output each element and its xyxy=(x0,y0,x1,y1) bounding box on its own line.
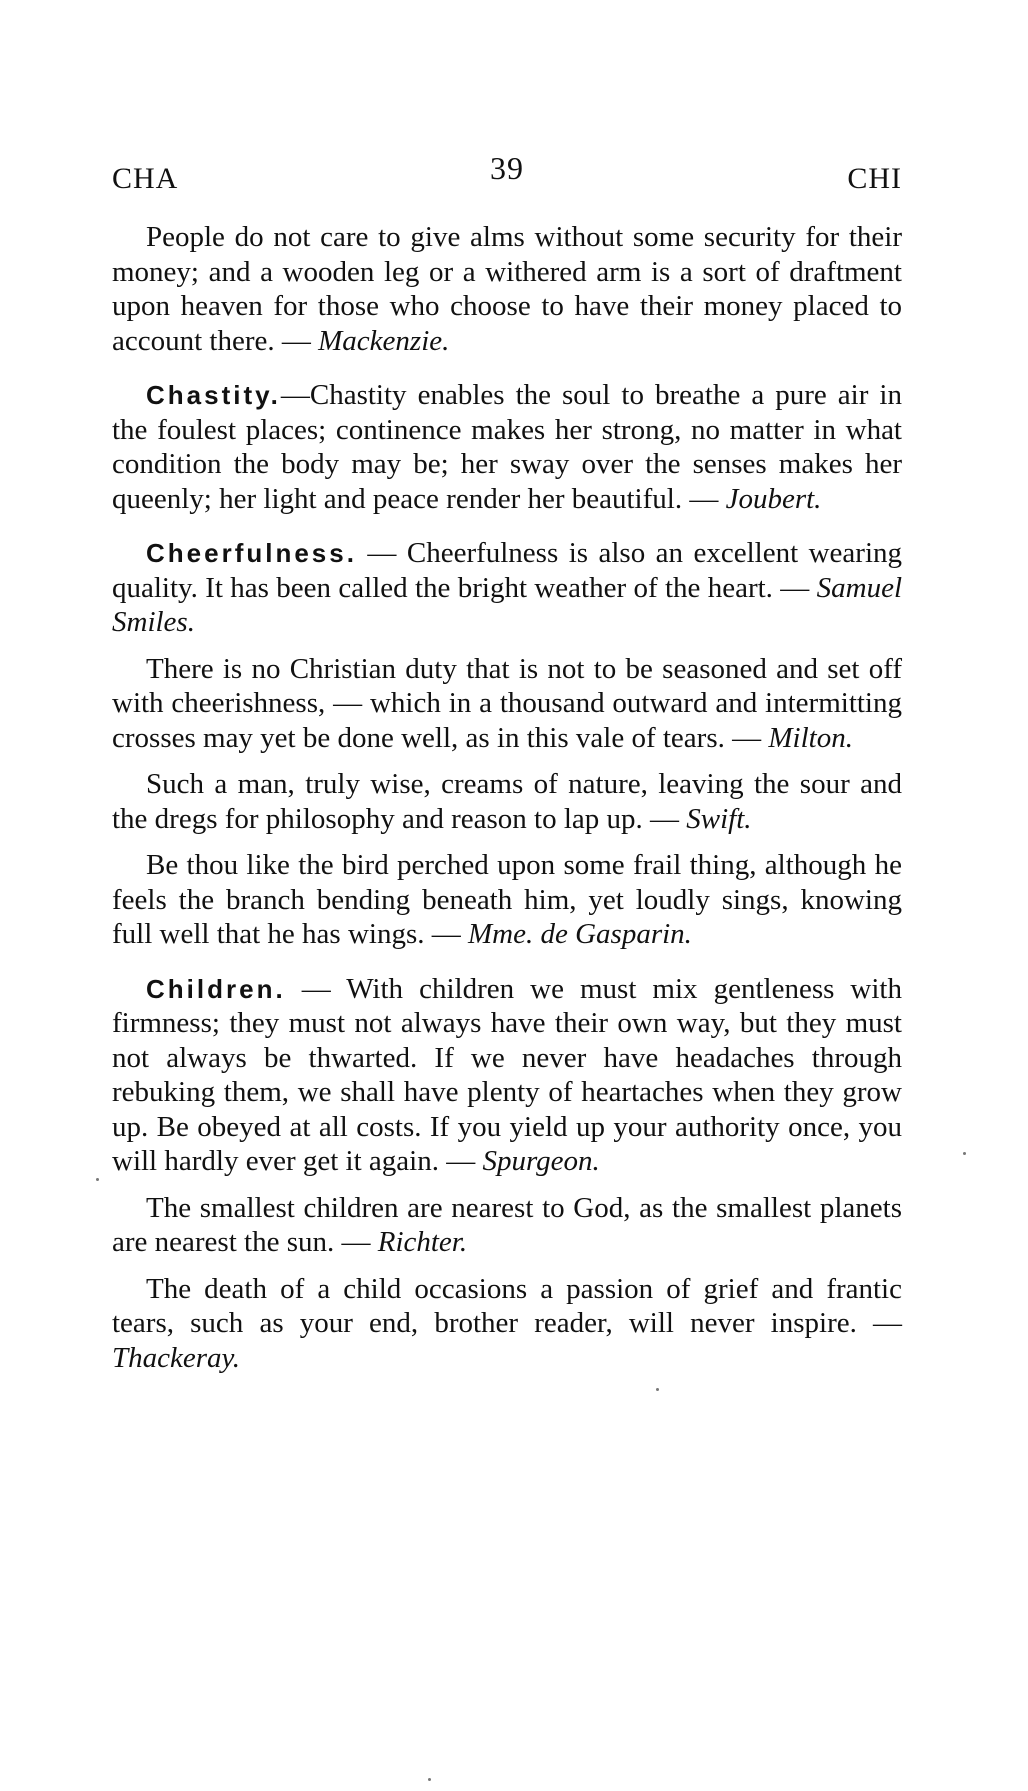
attribution-dash: — xyxy=(724,721,769,754)
entry-paragraph xyxy=(112,972,902,1179)
print-speck xyxy=(656,1388,659,1391)
attribution-dash: — xyxy=(424,918,469,950)
quote-paragraph xyxy=(112,652,902,756)
header-left-guide-word: CHA xyxy=(112,162,179,195)
attribution-dash: — xyxy=(438,1145,483,1177)
quote-text: —Chastity enables the soul to breathe a pure air in the foulest places; continence makes her strong, no matter in what condition the body may be; her sway over the senses makes her queenly; her light and peace render her beautiful. xyxy=(112,379,902,515)
quote-author: Thackeray. xyxy=(112,1341,241,1374)
quote-text: — Cheerfulness is also an excellent wearing quality. It has been called the bright weather of the heart. xyxy=(112,537,902,604)
quote-paragraph xyxy=(112,1272,902,1376)
attribution-dash: — xyxy=(772,571,817,604)
attribution-dash: — xyxy=(856,1307,903,1339)
page-number: 39 xyxy=(490,150,524,186)
quote-text: There is no Christian duty that is not to be seasoned and set off with cheerishness, — which in a thousand outward and intermitting crosses may yet be done well, as in this vale of tears. xyxy=(112,652,902,754)
entry-paragraph xyxy=(112,536,902,640)
quote-author: Joubert. xyxy=(725,482,822,515)
quote-author: Mackenzie. xyxy=(318,324,450,357)
quote-paragraph xyxy=(112,1191,902,1260)
entry-term: Chastity. xyxy=(146,380,281,410)
quote-author: Samuel Smiles. xyxy=(112,571,902,638)
attribution-dash: — xyxy=(274,324,319,357)
quote-paragraph xyxy=(112,220,902,358)
attribution-dash: — xyxy=(682,482,726,515)
page-body xyxy=(112,220,902,1387)
attribution-dash: — xyxy=(334,1226,378,1258)
attribution-dash: — xyxy=(642,802,687,835)
quote-text: Such a man, truly wise, creams of nature, leaving the sour and the dregs for philosophy and reason to lap up. xyxy=(112,768,902,835)
running-header xyxy=(112,150,902,200)
quote-text: — With children we must mix gentleness with firmness; they must not always have their own way, but they must not always be thwarted. If we never have headaches through rebuking them, we shall have plenty of heartaches when they grow up. Be obeyed at all costs. If you yield up your authority once, you will hardly ever get it again. xyxy=(112,972,902,1177)
entry-term: Cheerfulness. xyxy=(146,538,357,568)
quote-author: Swift. xyxy=(686,802,752,835)
quote-text: Be thou like the bird perched upon some frail thing, although he feels the branch bending beneath him, yet loudly sings, knowing full well that he has wings. xyxy=(112,849,902,950)
header-right-guide-word: CHI xyxy=(847,162,902,195)
quote-author: Richter. xyxy=(377,1226,468,1258)
entry-paragraph xyxy=(112,378,902,516)
print-speck xyxy=(96,1178,99,1181)
quote-text: The smallest children are nearest to God, as the smallest planets are nearest the sun. xyxy=(112,1191,902,1258)
quote-paragraph xyxy=(112,848,902,952)
quote-text: People do not care to give alms without some security for their money; and a wooden leg or a withered arm is a sort of draftment upon heaven for those who choose to have their money placed to account there. xyxy=(112,221,902,357)
quote-text: The death of a child occasions a passion of grief and frantic tears, such as your end, brother reader, will never inspire. xyxy=(112,1272,902,1339)
entry-term: Children. xyxy=(146,973,286,1004)
print-speck xyxy=(963,1152,966,1155)
quote-author: Spurgeon. xyxy=(482,1145,600,1177)
print-speck xyxy=(428,1778,431,1781)
quote-author: Milton. xyxy=(768,721,853,754)
quote-author: Mme. de Gasparin. xyxy=(468,918,692,950)
quote-paragraph xyxy=(112,767,902,836)
